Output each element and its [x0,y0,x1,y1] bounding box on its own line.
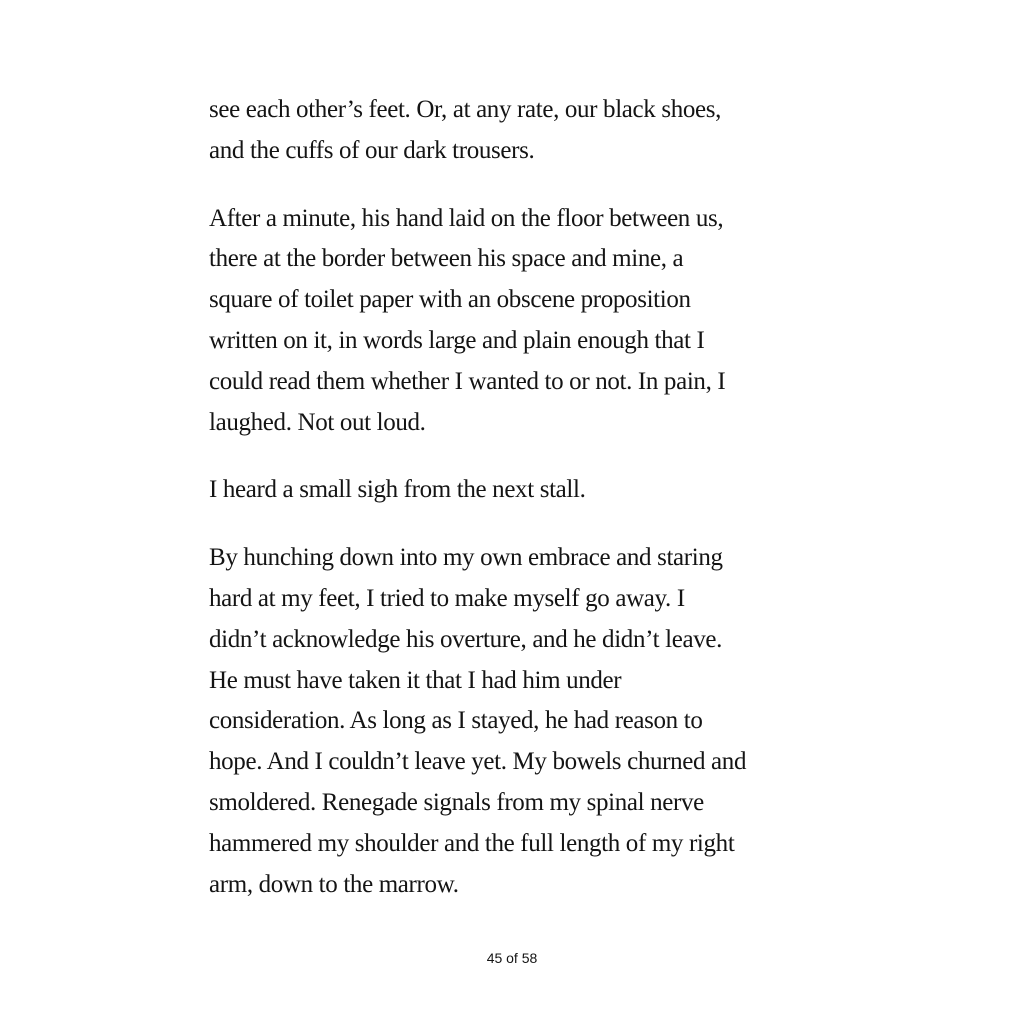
page-indicator: 45 of 58 [486,950,538,966]
text-line: there at the border between his space and mine, a [209,245,684,273]
text-line: hammered my shoulder and the full length of my right [209,829,735,857]
text-line: written on it, in words large and plain enough that I [209,326,705,354]
paragraph-2 [209,199,849,444]
text-line: could read them whether I wanted to or not. In pain, I [209,367,726,395]
text-line: and the cuffs of our dark trousers. [209,136,535,164]
text-line: I heard a small sigh from the next stall. [209,476,586,504]
text-line: see each other’s feet. Or, at any rate, our black shoes, [209,96,722,123]
paragraph-1 [209,90,849,172]
text-line: consideration. As long as I stayed, he had reason to [209,707,703,735]
text-line: hard at my feet, I tried to make myself go away. I [209,584,685,612]
text-line: laughed. Not out loud. [209,408,426,436]
body-text [209,90,849,932]
text-line: square of toilet paper with an obscene proposition [209,286,691,314]
text-line: arm, down to the marrow. [209,870,459,898]
text-line: After a minute, his hand laid on the floor between us, [209,204,724,232]
paragraph-4 [209,538,849,905]
text-line: didn’t acknowledge his overture, and he didn’t leave. [209,625,723,653]
text-line: hope. And I couldn’t leave yet. My bowels churned and [209,748,747,776]
text-line: By hunching down into my own embrace and staring [209,544,723,572]
text-line: smoldered. Renegade signals from my spinal nerve [209,788,704,816]
paragraph-3 [209,470,849,511]
text-line: He must have taken it that I had him under [209,666,622,694]
